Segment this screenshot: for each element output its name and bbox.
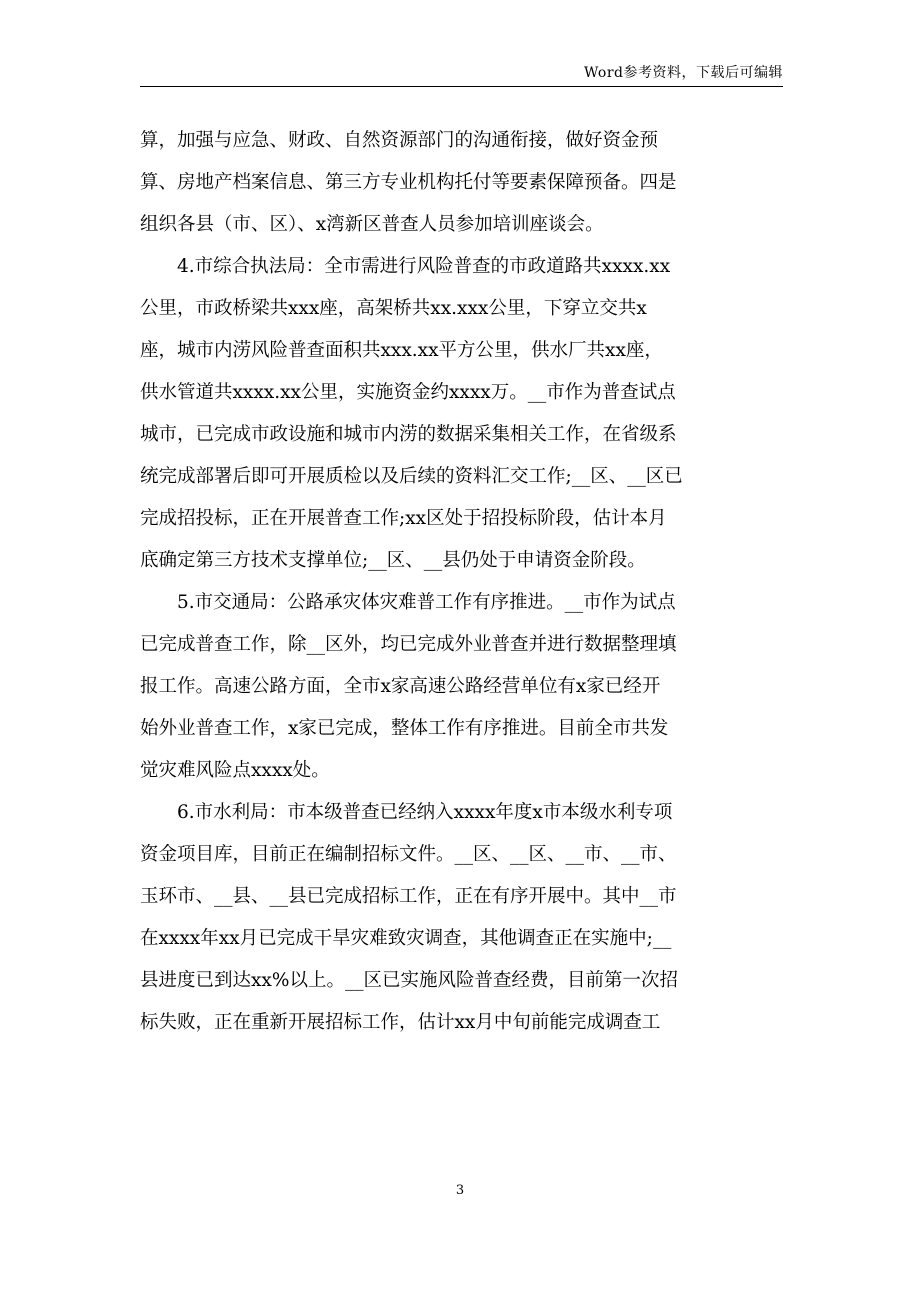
paragraph-4-municipal-enforcement [140,246,770,582]
header-divider [140,86,783,87]
text-line: 组织各县（市、区）、x湾新区普查人员参加培训座谈会。 [140,214,604,235]
text-line: 报工作。高速公路方面，全市x家高速公路经营单位有x家已经开 [140,676,661,697]
text-line: 已完成普查工作，除__区外，均已完成外业普查并进行数据整理填 [140,634,677,655]
text-line: 城市，已完成市政设施和城市内涝的数据采集相关工作，在省级系 [140,424,677,445]
page-header [140,63,783,87]
header-text: Word参考资料，下载后可编辑 [583,65,783,81]
text-line: 4.市综合执法局：全市需进行风险普查的市政道路共xxxx.xx [177,256,671,277]
text-line: 座，城市内涝风险普查面积共xxx.xx平方公里，供水厂共xx座， [140,340,663,361]
text-line: 底确定第三方技术支撑单位;__区、__县仍处于申请资金阶段。 [140,550,646,571]
text-line: 标失败，正在重新开展招标工作，估计xx月中旬前能完成调查工 [140,1012,661,1033]
text-line: 统完成部署后即可开展质检以及后续的资料汇交工作;__区、__区已 [140,466,683,487]
text-line: 玉环市、__县、__县已完成招标工作，正在有序开展中。其中__市 [140,886,677,907]
text-line: 公里，市政桥梁共xxx座，高架桥共xx.xxx公里，下穿立交共x [140,298,647,319]
text-line: 6.市水利局：市本级普查已经纳入xxxx年度x市本级水利专项 [177,802,673,823]
paragraph-5-transport [140,582,770,792]
paragraph-continued [140,120,770,246]
text-line: 5.市交通局：公路承灾体灾难普工作有序推进。__市作为试点 [177,592,676,613]
paragraph-6-water-resources [140,792,770,1044]
text-line: 供水管道共xxxx.xx公里，实施资金约xxxx万。__市作为普查试点 [140,382,676,403]
page-number: 3 [455,1183,465,1198]
text-line: 完成招投标，正在开展普查工作;xx区处于招投标阶段，估计本月 [140,508,667,529]
text-line: 资金项目库，目前正在编制招标文件。__区、__区、__市、__市、 [140,844,677,865]
text-line: 始外业普查工作，x家已完成，整体工作有序推进。目前全市共发 [140,718,669,739]
text-line: 觉灾难风险点xxxx处。 [140,760,330,781]
text-line: 在xxxx年xx月已完成干旱灾难致灾调查，其他调查正在实施中;__ [140,928,672,949]
document-body [140,120,770,1044]
text-line: 算，加强与应急、财政、自然资源部门的沟通衔接，做好资金预 [140,130,659,151]
text-line: 县进度已到达xx%以上。__区已实施风险普查经费，目前第一次招 [140,970,678,991]
text-line: 算、房地产档案信息、第三方专业机构托付等要素保障预备。四是 [140,172,677,193]
